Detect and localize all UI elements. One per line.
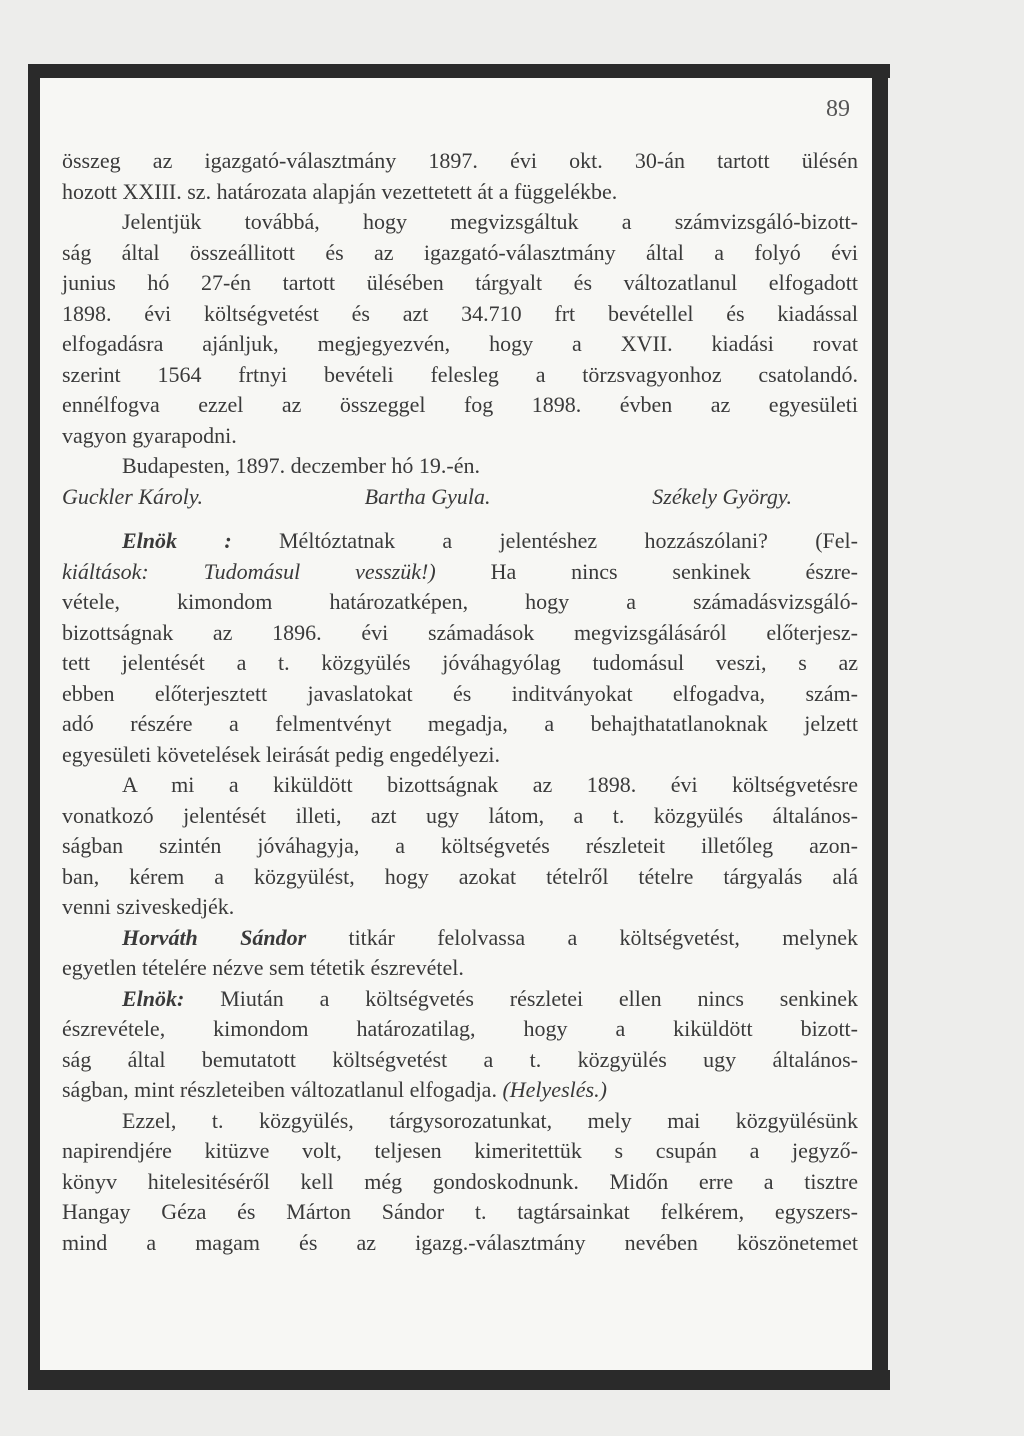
text-line: mind a magam és az igazg.-választmány nevében köszönetemet [62, 1229, 858, 1255]
text-line: észrevétele, kimondom határozatilag, hogy a kiküldött bizott- [62, 1016, 858, 1041]
text-line: Hangay Géza és Márton Sándor t. tagtársainkat felkérem, egyszers- [62, 1199, 858, 1224]
speaker-name: Horváth Sándor [122, 924, 307, 950]
text-line: napirendjére kitüzve volt, teljesen kimeritettük s csupán a jegyző- [62, 1138, 858, 1163]
text-line [62, 923, 858, 954]
text-line: ebben előterjesztett javaslatokat és inditványokat elfogadva, szám- [62, 680, 858, 706]
text-line [62, 984, 858, 1015]
text-line: Jelentjük továbbá, hogy megvizsgáltuk a számvizsgáló-bizott- [122, 209, 858, 234]
text-line: 1898. évi költségvetést és azt 34.710 frt bevétellel és kiadással [62, 300, 858, 326]
text-line: ban, kérem a közgyülést, hogy azokat tételről tételre tárgyalás alá [62, 863, 858, 889]
scan-frame-bottom [28, 1370, 890, 1390]
text-line: vétele, kimondom határozatképen, hogy a számadásvizsgáló- [62, 589, 858, 614]
text-line: könyv hitelesitéséről kell még gondoskodnunk. Midőn erre a tisztre [62, 1168, 858, 1194]
signature: Guckler Károly. [62, 483, 203, 509]
text-line: ság által összeállitott és az igazgató-választmány által a folyó évi [62, 239, 858, 265]
text-line [62, 1075, 858, 1106]
scan-frame-top [28, 64, 890, 78]
text-line: egyesületi követelések leirását pedig engedélyezi. [62, 741, 500, 767]
text-line: Ezzel, t. közgyülés, tárgysorozatunkat, mely mai közgyülésünk [122, 1107, 858, 1133]
text-line: junius hó 27-én tartott ülésében tárgyalt és változatlanul elfogadott [62, 270, 858, 295]
interjection: kiáltások: Tudomásul vesszük!) [62, 558, 436, 584]
text-line: ság által bemutatott költségvetést a t. közgyülés ugy általános- [62, 1046, 858, 1072]
signatures [62, 482, 792, 513]
text-fragment: Méltóztatnak a jelentéshez hozzászólani? (Fel- [279, 528, 858, 553]
date-line: Budapesten, 1897. deczember hó 19.-én. [122, 453, 480, 478]
text-line: vagyon gyarapodni. [62, 422, 237, 448]
text-line: összeg az igazgató-választmány 1897. évi okt. 30-án tartott ülésén [62, 148, 858, 173]
text-fragment: Ha nincs senkinek észre- [435, 558, 858, 584]
text-line: A mi a kiküldött bizottságnak az 1898. évi költségvetésre [122, 772, 858, 797]
signature: Bartha Gyula. [364, 483, 491, 509]
scan-frame-left [28, 64, 40, 1390]
text-line: ságban szintén jóváhagyja, a költségvetés részleteit illetőleg azon- [62, 833, 858, 858]
text-line: adó részére a felmentvényt megadja, a behajthatatlanoknak jelzett [62, 711, 858, 736]
interjection: (Helyeslés.) [502, 1077, 607, 1102]
text-line: ennélfogva ezzel az összeggel fog 1898. évben az egyesületi [62, 392, 858, 417]
text-fragment: titkár felolvassa a költségvetést, melynek [306, 924, 858, 950]
speaker-name: Elnök : [122, 528, 232, 553]
signature: Székely György. [652, 483, 792, 509]
text-line: egyetlen tételére nézve sem tétetik észrevétel. [62, 955, 464, 980]
text-line [62, 557, 858, 588]
text-line: szerint 1564 frtnyi bevételi felesleg a törzsvagyonhoz csatolandó. [62, 361, 858, 387]
text-line: hozott XXIII. sz. határozata alapján vezettetett át a függelékbe. [62, 178, 618, 204]
body-text [62, 146, 858, 1258]
text-line: tett jelentését a t. közgyülés jóváhagyólag tudomásul veszi, s az [62, 650, 858, 675]
text-line: venni sziveskedjék. [62, 894, 235, 919]
text-line: elfogadásra ajánljuk, megjegyezvén, hogy a XVII. kiadási rovat [62, 331, 858, 356]
text-fragment: ságban, mint részleteiben változatlanul elfogadja. [62, 1077, 503, 1102]
text-line: vonatkozó jelentését illeti, azt ugy látom, a t. közgyülés általános- [62, 802, 858, 828]
scan-frame-right [872, 64, 888, 1390]
speaker-name: Elnök: [122, 985, 185, 1011]
page-number: 89 [826, 96, 850, 122]
text-line [62, 526, 858, 557]
text-fragment: Miután a költségvetés részletei ellen nincs senkinek [184, 985, 858, 1011]
text-line: bizottságnak az 1896. évi számadások megvizsgálásáról előterjesz- [62, 619, 858, 645]
